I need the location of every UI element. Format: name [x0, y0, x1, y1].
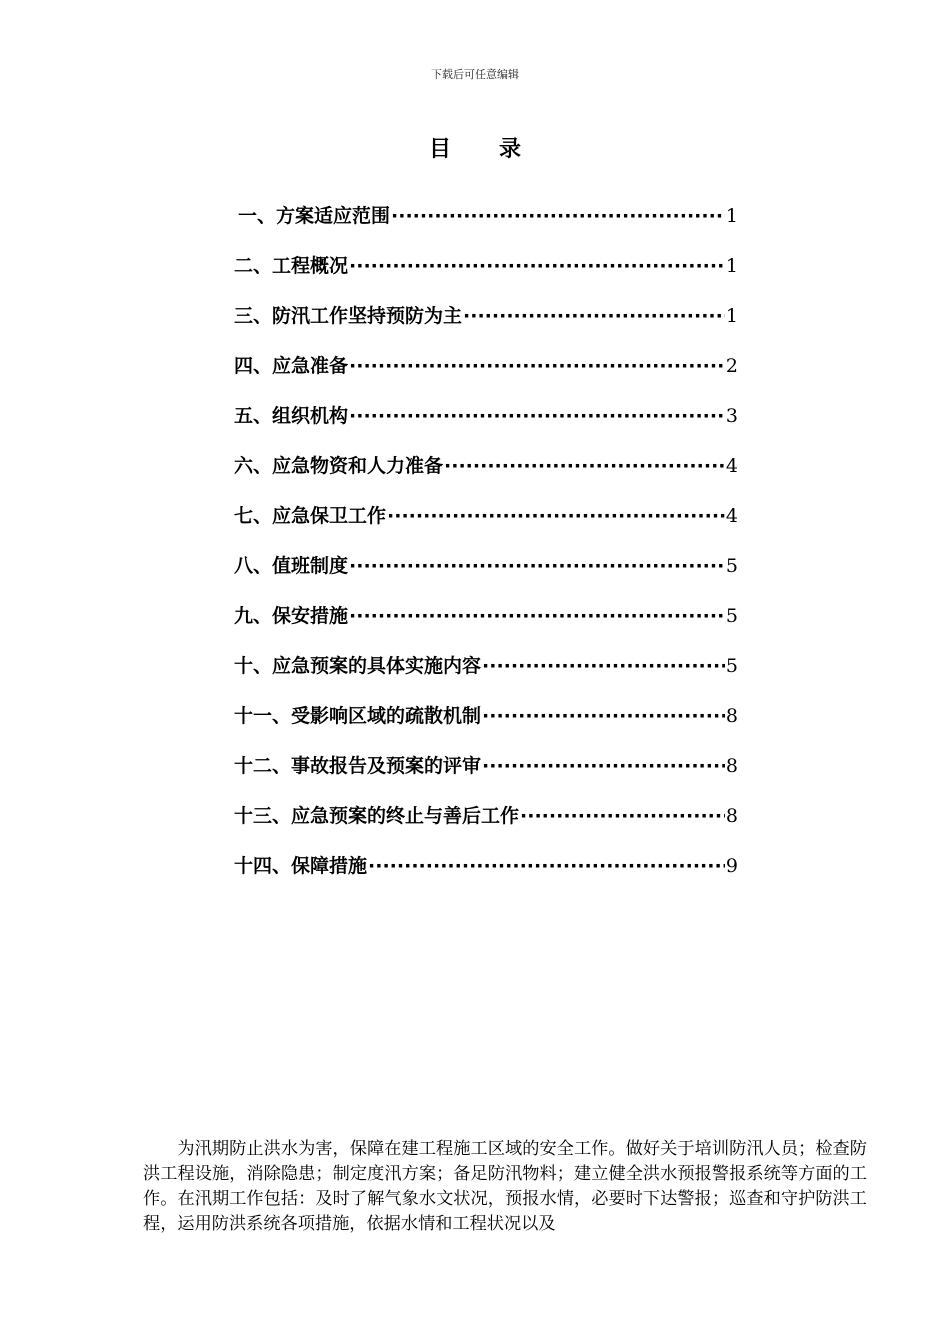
toc-leader-dots	[349, 602, 725, 630]
toc-leader-dots	[444, 452, 725, 480]
toc-leader-dots	[482, 752, 725, 780]
toc-entry[interactable]	[234, 180, 738, 230]
toc-entry-label: 十一、受影响区域的疏散机制	[234, 705, 482, 727]
toc-leader-dots	[482, 702, 725, 730]
toc-entry[interactable]	[234, 230, 738, 280]
toc-leader-dots	[349, 402, 725, 430]
toc-title	[0, 132, 950, 163]
toc-entry[interactable]	[234, 280, 738, 330]
toc-entry-page: 4	[725, 455, 738, 477]
toc-entry-label: 三、防汛工作坚持预防为主	[234, 305, 463, 327]
toc-entry-page: 8	[725, 805, 738, 827]
toc-entry[interactable]	[234, 480, 738, 530]
toc-entry-label: 九、保安措施	[234, 605, 349, 627]
toc-leader-dots	[387, 502, 725, 530]
toc-entry[interactable]	[234, 730, 738, 780]
toc-title-right: 录	[499, 137, 522, 162]
toc-entry-page: 9	[725, 855, 738, 877]
toc-leader-dots	[463, 302, 725, 330]
body-paragraph: 为汛期防止洪水为害，保障在建工程施工区域的安全工作。做好关于培训防汛人员；检查防洪工程设施，消除隐患；制定度汛方案；备足防汛物料；建立健全洪水预报警报系统等方面的工作。在汛期工作包括：及时了解气象水文状况，预报水情，必要时下达警报；巡查和守护防洪工程，运用防洪系统各项措施，依据水情和工程状况以及	[143, 1139, 867, 1234]
toc-entry-page: 1	[725, 205, 738, 227]
toc-entry-page: 3	[725, 405, 738, 427]
toc-entry-page: 5	[725, 555, 738, 577]
toc-entry-label: 一、方案适应范围	[238, 205, 391, 227]
toc-entry[interactable]	[234, 330, 738, 380]
toc-entry[interactable]	[234, 380, 738, 430]
toc-leader-dots	[520, 802, 725, 830]
toc-entry[interactable]	[234, 830, 738, 880]
toc-entry-label: 十三、应急预案的终止与善后工作	[234, 805, 520, 827]
toc-entry-page: 8	[725, 705, 738, 727]
toc-entry-page: 1	[725, 255, 738, 277]
toc-leader-dots	[349, 552, 725, 580]
toc-entry-label: 四、应急准备	[234, 355, 349, 377]
toc-leader-dots	[391, 202, 725, 230]
toc-entry[interactable]	[234, 530, 738, 580]
toc-entry-page: 4	[725, 505, 738, 527]
toc-leader-dots	[349, 352, 725, 380]
toc-entry[interactable]	[234, 630, 738, 680]
toc-entry-label: 七、应急保卫工作	[234, 505, 387, 527]
toc-title-left: 目	[428, 137, 451, 162]
toc-entry-page: 5	[725, 605, 738, 627]
toc-leader-dots	[368, 852, 725, 880]
toc-entry-page: 5	[725, 655, 738, 677]
toc-entry[interactable]	[234, 430, 738, 480]
toc-entry-label: 二、工程概况	[234, 255, 349, 277]
toc-entry[interactable]	[234, 580, 738, 630]
toc-entry-label: 八、值班制度	[234, 555, 349, 577]
toc-entry-label: 十四、保障措施	[234, 855, 368, 877]
toc-entry-label: 十、应急预案的具体实施内容	[234, 655, 482, 677]
toc-entry-page: 1	[725, 305, 738, 327]
toc-entry-label: 十二、事故报告及预案的评审	[234, 755, 482, 777]
toc-entry-page: 2	[725, 355, 738, 377]
toc-leader-dots	[482, 652, 725, 680]
toc-entry-page: 8	[725, 755, 738, 777]
toc-leader-dots	[349, 252, 725, 280]
table-of-contents	[234, 180, 738, 880]
toc-entry-label: 六、应急物资和人力准备	[234, 455, 444, 477]
page-header: 下载后可任意编辑	[431, 68, 519, 81]
toc-entry-label: 五、组织机构	[234, 405, 349, 427]
toc-entry[interactable]	[234, 780, 738, 830]
toc-entry[interactable]	[234, 680, 738, 730]
